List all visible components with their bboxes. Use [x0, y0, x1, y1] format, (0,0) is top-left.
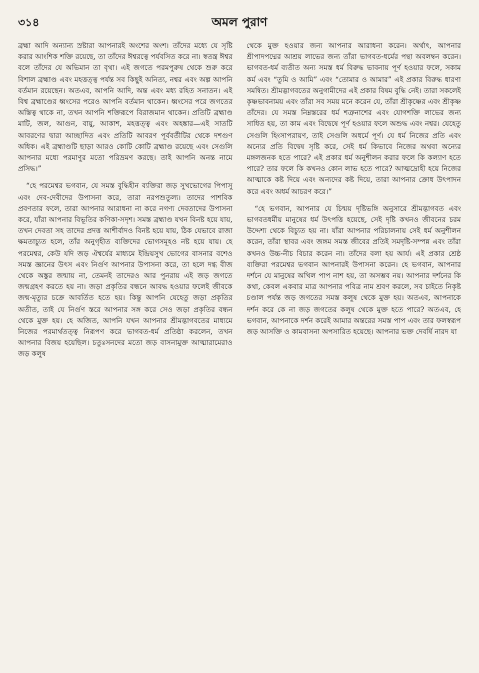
running-title: অমল পুরাণ	[211, 15, 268, 29]
paragraph: থেকে মুক্ত হওয়ার জন্য আপনার আরাধনা করেন। অর্থাৎ, আপনার শ্রীপাদপদ্মের আশ্রয় লাভের জন্য তাঁরা ভাগবত-ধর্মের পন্থা অবলম্বন করেন। ভাগবত-ধর্ম ব্যতীত অন্য সমস্ত ধর্ম বিরুদ্ধ ভাবনায় পূর্ণ হওয়ার ফলে, সকাম কর্ম এবং “তুমি ও আমি” এবং “তোমার ও আমার” এই প্রকার বিরুদ্ধ ধারণা সমন্বিত। শ্রীমদ্ভাগবতের অনুগামীদের এই প্রকার বিষম বুদ্ধি নেই। তারা সকলেই কৃষ্ণভাবনাময় এবং তাঁরা সব সময় মনে করেন যে, তাঁরা শ্রীকৃষ্ণের এবং শ্রীকৃষ্ণ তাঁদের। যে সমস্ত নিম্নস্তরের ধর্ম শত্রুনাশের এবং যোগশক্তি লাভের জন্য সাধিত হয়, তা কাম এবং বিদ্বেষে পূর্ণ হওয়ার ফলে অশুদ্ধ এবং নশ্বর। যেহেতু সেগুলি হিংসাপরায়ণ, তাই সেগুলি অধর্মে পূর্ণ। যে ধর্ম নিজের প্রতি এবং অন্যের প্রতি বিদ্বেষ সৃষ্টি করে, সেই ধর্ম কিভাবে নিজের অথবা অন্যের মঙ্গলজনক হতে পারে? এই প্রকার ধর্ম অনুশীলন করার ফলে কি কল্যাণ হতে পারে? তার ফলে কি কখনও কোন লাভ হতে পারে? আত্মদ্রোহী হয়ে নিজের আত্মাকে কষ্ট দিয়ে এবং অন্যদের কষ্ট দিয়ে, তারা আপনার ক্রোধ উৎপাদন করে এবং অধর্ম আচরণ করে।”	[246, 41, 461, 196]
paragraph: ব্রহ্মা আদি অন্যান্য স্রষ্টারা আপনারই অংশের অংশ। তাঁদের মধ্যে যে সৃষ্টি করার আংশিক শক্তি রয়েছে, তা তাঁদের ঈশ্বরত্বে পর্যবসিত করে না। স্বতন্ত্র ঈশ্বর বলে তাঁদের যে অভিমান তা বৃথা। এই জগতে পরমপুরুষ থেকে শুরু করে বিশাল ব্রহ্মাণ্ড এবং মহত্তত্ত্ব পর্যন্ত সব কিছুই অনিত্য, নশ্বর এবং অল্প আপনি বর্তমান রয়েছেন। অতএব, আপনি আদি, অন্ত এবং মধ্য রহিত সনাতন। এই বিশ্ব ব্রহ্মাণ্ডের ধ্বংসের পরেও আপনি বর্তমান থাকেন। ধ্বংসের পরে জগতের অস্তিত্ব থাকে না, তখন আপনি শক্তিরূপে বিরাজমান থাকেন। প্রতিটি ব্রহ্মাণ্ড মাটি, জল, আগুন, বায়ু, আকাশ, মহত্তত্ত্ব এবং অহঙ্কার—এই সাতটি আবরণের দ্বারা আচ্ছাদিত এবং প্রতিটি আবরণ পূর্ববর্তীটির থেকে দশগুণ অধিক। এই ব্রহ্মাণ্ডটি ছাড়া আরও কোটি কোটি ব্রহ্মাণ্ড রয়েছে এবং সেগুলি আপনার মধ্যে পরমাণুর মতো পরিভ্রমণ করছে। তাই আপনি অনন্ত নামে প্রসিদ্ধ।”	[18, 41, 233, 174]
page-header	[18, 14, 461, 30]
text-columns	[18, 40, 461, 661]
page-number: ৩১৪	[18, 16, 40, 29]
left-column	[18, 40, 233, 661]
paragraph: “হে পরমেশ্বর ভগবান, যে সমস্ত বুদ্ধিহীন ব্যক্তিরা জড় সুখভোগের পিপাসু এবং দেব-দেবীদের উপাসনা করে, তারা নরপশুতুল্য। তাদের পাশবিক প্রবণতার ফলে, তারা আপনার আরাধনা না করে নগণ্য দেবতাদের উপাসনা করে, যাঁরা আপনার বিভূতির কণিকা-সদৃশ। সমস্ত ব্রহ্মাণ্ড যখন বিনষ্ট হয়ে যায়, তখন দেবতা সহ তাদের প্রদত্ত আশীর্বাদও বিনষ্ট হয়ে যায়, ঠিক যেভাবে রাজা ক্ষমতাচ্যুত হলে, তাঁর অনুগৃহীত ব্যক্তিদের ভোগসমূহও নষ্ট হয়ে যায়। হে পরমেশ্বর, কেউ যদি জড় ঐশ্বর্যের মাধ্যমে ইন্দ্রিয়সুখ ভোগের বাসনার বশেও সমস্ত জ্ঞানের উৎস এবং নির্গুণ আপনার উপাসনা করে, তা হলে দগ্ধ বীজ থেকে অঙ্কুর জন্মায় না, তেমনই তাদেরও আর পুনরায় এই জড় জগতে জন্মগ্রহণ করতে হয় না। জড়া প্রকৃতির বন্ধনে আবদ্ধ হওয়ার ফলেই জীবকে জন্ম-মৃত্যুর চক্রে আবর্তিত হতে হয়। কিন্তু আপনি যেহেতু জড়া প্রকৃতির অতীত, তাই যে নির্গুণ স্তরে আপনার সঙ্গ করে সেও জড়া প্রকৃতির বন্ধন থেকে মুক্ত হয়। হে অজিত, আপনি যখন আপনার শ্রীমদ্ভাগবতের মাধ্যমে নিজের পরমার্থতত্ত্ব নিরূপণ করে ভাগবত-ধর্ম প্রতিষ্ঠা করলেন, তখন আপনার বিজয় হয়েছিল। চতুঃসনদের মতো জড় বাসনামুক্ত আত্মারামেরাও জড় কলুষ	[18, 181, 233, 359]
right-column	[247, 40, 462, 661]
paragraph: “হে ভগবান, আপনার যে চিন্ময় দৃষ্টিভঙ্গি অনুসারে শ্রীমদ্ভাগবত এবং ভাগবতধর্মীয় মানুষের ধর্ম উৎপত্তি হয়েছে, সেই দৃষ্টি কখনও জীবনের চরম উদ্দেশ্য থেকে বিচ্যুত হয় না। যাঁরা আপনার পরিচালনায় সেই ধর্ম অনুশীলন করেন, তাঁরা স্থাবর এবং জঙ্গম সমস্ত জীবের প্রতিই সমদৃষ্টি-সম্পন্ন এবং তাঁরা কখনও উচ্চ-নীচ বিচার করেন না। তাঁদের বলা হয় আর্য। এই প্রকার শ্রেষ্ঠ ব্যক্তিরা পরমেশ্বর ভগবান আপনারই উপাসনা করেন। হে ভগবান, আপনার দর্শনে যে মানুষের অখিল পাপ নাশ হয়, তা অসম্ভব নয়। আপনার দর্শনের কি কথা, কেবল একবার মাত্র আপনার পবিত্র নাম শ্রবণ করলে, সব চাইতে নিকৃষ্ট চণ্ডাল পর্যন্ত জড় জগতের সমস্ত কলুষ থেকে মুক্ত হয়। অতএব, আপনাকে দর্শন করে কে না জড় জগতের কলুষ থেকে মুক্ত হতে পারে? অতএব, হে ভগবান, আপনাকে দর্শন করেই আমার অন্তরের সমস্ত পাপ এবং তার ফলস্বরূপ জড় আসক্তি ও কামবাসনা অপসারিত হয়েছে। আপনার ভক্ত দেবর্ষি নারদ যা	[246, 203, 461, 337]
